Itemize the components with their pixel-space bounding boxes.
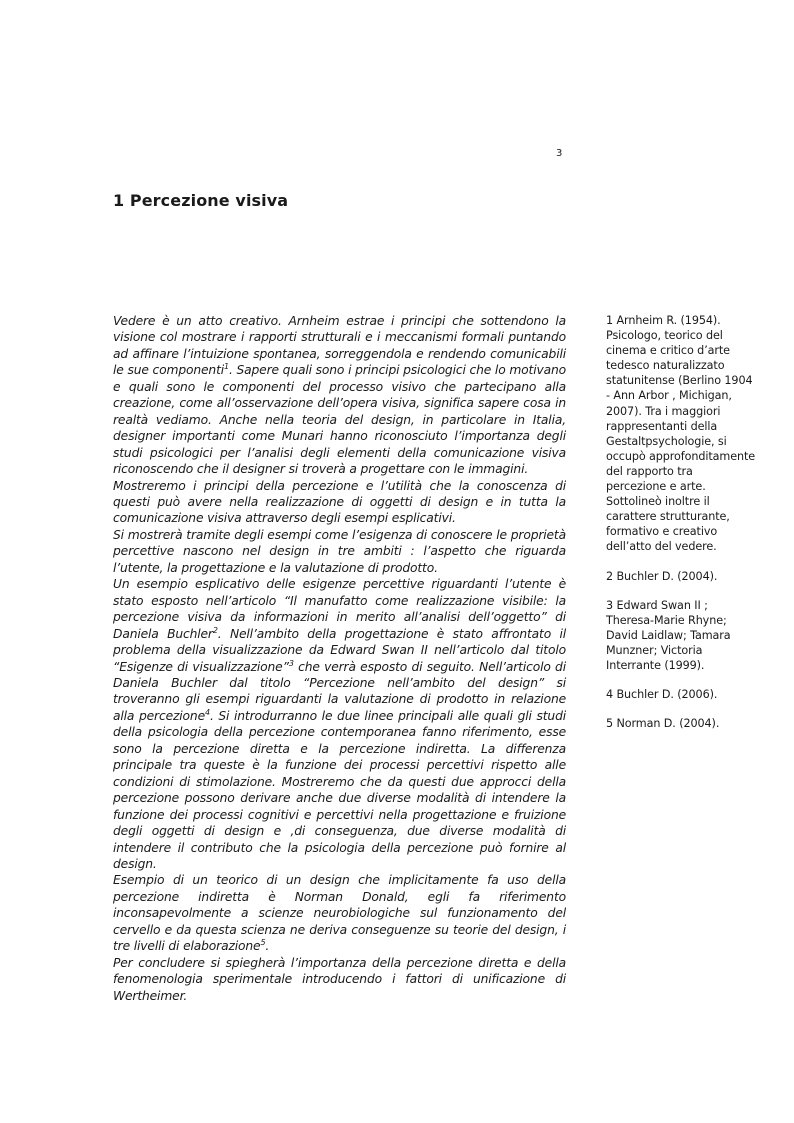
footnote-ref-2[interactable]: 2 xyxy=(212,625,218,635)
footnote-ref-3[interactable]: 3 xyxy=(288,658,294,668)
paragraph-1: Vedere è un atto creativo. Arnheim estrae i principi che sottendono la visione col mostrare i rapporti strutturali e i meccanismi formali puntando ad affinare l’intuizione spontanea, sorreggendola e rendendo comunicabili le sue componenti$^1$. Sapere quali sono i principi psicologici che lo motivano e quali sono le componenti del processo visivo che partecipano alla creazione, come all’osservazione dell’opera visiva, significa sapere cosa in realtà vediamo. Anche nella teoria del design, in particolare in Italia, designer importanti come Munari hanno riconosciuto l’importanza degli studi psicologici per l’analisi degli elementi della comunicazione visiva riconoscendo che il designer si troverà a progettare con le immagini. xyxy=(113,314,567,477)
page-number: 3 xyxy=(556,148,563,159)
paragraph-3: Si mostrerà tramite degli esempi come l’esigenza di conoscere le proprietà percettive nascono nel design in tre ambiti : l’aspetto che riguarda l’utente, la progettazione e la valutazione di prodotto. xyxy=(113,527,566,575)
paragraph-5: Esempio di un teorico di un design che implicitamente fa uso della percezione indiretta è Norman Donald, egli fa riferimento inconsapevolmente a scienze neurobiologiche sul funzionamento del cervello e da questa scienza ne deriva conseguenze su teorie del design, i tre livelli di elaborazione$^5$. xyxy=(113,873,566,954)
note-4: 4 Buchler D. (2006). xyxy=(606,688,718,702)
note-2: 2 Buchler D. (2004). xyxy=(606,569,718,583)
paragraph-2: Mostreremo i principi della percezione e l’utilità che la conoscenza di questi può avere nella realizzazione di oggetti di design e in tutta la comunicazione visiva attraverso degli esempi esplicativi. xyxy=(113,478,566,526)
note-1: 1 Arnheim R. (1954). Psicologo, teorico del cinema e critico d’arte tedesco naturalizzato statunitense (Berlino 1904 - Ann Arbor , Michigan, 2007). Tra i maggiori rappresentanti della Gestaltpsychologie, si occupò approfonditamente del rapporto tra percezione e arte. Sottolineò inoltre il carattere strutturante, formativo e creativo dell’atto del vedere. xyxy=(606,314,756,554)
side-notes xyxy=(606,313,756,745)
paragraph-4: Un esempio esplicativo delle esigenze percettive riguardanti l’utente è stato esposto nell’articolo “Il manufatto come realizzazione visibile: la percezione visiva da informazioni in merito all’analisi dell’oggetto” di Daniela Buchler$^2$. Nell’ambito della progettazione è stato affrontato il problema della visualizzazione da Edward Swan II nell’articolo dal titolo “Esigenze di visualizzazione”$^3$ che verrà esposto di seguito. Nell’articolo di Daniela Buchler dal titolo “Percezione nell’ambito del design” si troveranno gli esempi riguardanti la valutazione di prodotto in relazione alla percezione$^4$. Si introdurranno le due linee principali alle quali gli studi della psicologia della percezione contemporanea fanno riferimento, esse sono la percezione diretta e la percezione indiretta. La differenza principale tra queste è la funzione dei processi percettivi rispetto alle condizioni di stimolazione. Mostreremo che da questi due approcci della percezione possono derivare anche due diverse modalità di intendere la funzione dei processi cognitivi e percettivi nella progettazione e fruizione degli oggetti di design e ,di conseguenza, due diverse modalità di intendere il contributo che la psicologia della percezione può fornire al design. xyxy=(113,577,566,871)
main-text xyxy=(113,313,566,1004)
footnote-ref-5[interactable]: 5 xyxy=(260,938,266,948)
note-3: 3 Edward Swan II ; Theresa-Marie Rhyne; David Laidlaw; Tamara Munzner; Victoria Interrante (1999). xyxy=(606,598,731,672)
note-5: 5 Norman D. (2004). xyxy=(606,717,720,731)
footnote-ref-4[interactable]: 4 xyxy=(205,707,210,717)
paragraph-6: Per concludere si spiegherà l’importanza della percezione diretta e della fenomenologia sperimentale introducendo i fattori di unificazione di Wertheimer. xyxy=(113,955,566,1003)
chapter-title: 1 Percezione visiva xyxy=(113,191,289,210)
footnote-ref-1[interactable]: 1 xyxy=(224,362,229,372)
